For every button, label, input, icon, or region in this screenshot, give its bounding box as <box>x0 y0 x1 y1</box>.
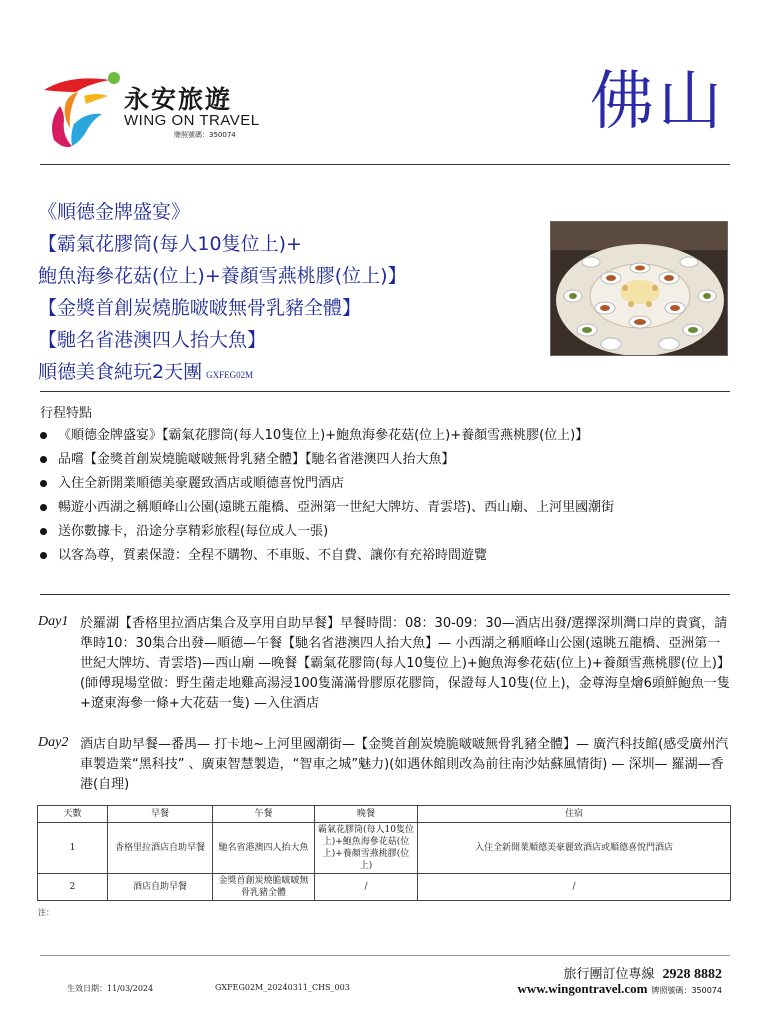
day-description: 酒店自助早餐—番禺— 打卡地~上河里國潮街—【金獎首創炭燒脆啵啵無骨乳豬全體】— 廣汽科技館(感受廣州汽車製造業“黑科技” 、廣東智慧製造，“智車之城”魅力)(如遇休館則改為前往南沙姑蘇風情街) — 深圳— 羅湖—香港(自理) <box>80 737 729 792</box>
footer-divider <box>40 955 730 956</box>
logo-english-name: WING ON TRAVEL <box>124 112 260 129</box>
bullet-icon <box>40 456 47 463</box>
bullet-icon <box>40 528 47 535</box>
feature-item: 品嚐【金獎首創炭燒脆啵啵無骨乳豬全體】【馳名省港澳四人抬大魚】 <box>40 450 730 470</box>
day-label: Day1 <box>38 614 69 629</box>
cell-breakfast: 酒店自助早餐 <box>108 874 213 901</box>
cell-dinner: 霸氣花膠筒(每人10隻位上)+鮑魚海參花菇(位上)+養顏雪燕桃膠(位上) <box>315 823 418 874</box>
title-line-4: 【金獎首創炭燒脆啵啵無骨乳豬全體】 <box>38 297 362 319</box>
col-header-lunch: 午餐 <box>213 806 315 823</box>
header-divider <box>40 164 730 165</box>
tour-code: GXFEG02M <box>206 370 254 380</box>
note-label: 注： <box>38 908 54 917</box>
col-header-day: 天數 <box>38 806 108 823</box>
title-line-3: 鮑魚海參花菇(位上)+養顏雪燕桃膠(位上)】 <box>38 265 407 287</box>
day-label: Day2 <box>38 735 69 750</box>
feature-item: 暢遊小西湖之稱順峰山公園(遠眺五龍橋、亞洲第一世紀大牌坊、青雲塔)、西山廟、上河里國潮街 <box>40 498 730 518</box>
cell-hotel: 入住全新開業順德美豪麗致酒店或順德喜悅門酒店 <box>418 823 731 874</box>
hotline-number: 2928 8882 <box>662 967 722 982</box>
cell-day: 2 <box>38 874 108 901</box>
bullet-icon <box>40 432 47 439</box>
col-header-breakfast: 早餐 <box>108 806 213 823</box>
booking-hotline <box>563 963 722 983</box>
page-header <box>40 66 730 162</box>
feature-item: 《順德金牌盛宴》【霸氣花膠筒(每人10隻位上)+鮑魚海參花菇(位上)+養顏雪燕桃膠(位上)】 <box>40 426 730 446</box>
title-line-5: 【馳名省港澳四人抬大魚】 <box>38 329 267 351</box>
logo-license: 牌照號碼：350074 <box>174 131 236 139</box>
hotline-label: 旅行團訂位專線 <box>563 967 655 982</box>
meal-hotel-table <box>37 805 731 901</box>
title-line-2: 【霸氣花膠筒(每人10隻位上)+ <box>38 233 302 255</box>
table-header-row <box>38 806 731 823</box>
feature-item: 送你數據卡，沿途分享精彩旅程(每位成人一張) <box>40 522 730 542</box>
effective-date: 生效日期：11/03/2024 <box>67 984 154 993</box>
title-line-1: 《順德金牌盛宴》 <box>38 201 191 223</box>
cell-breakfast: 香格里拉酒店自助早餐 <box>108 823 213 874</box>
cell-dinner: / <box>315 874 418 901</box>
title-divider <box>40 391 730 392</box>
table-row <box>38 874 731 901</box>
banquet-photo <box>550 221 728 356</box>
website-link[interactable]: www.wingontravel.com <box>517 981 648 996</box>
feature-item: 以客為尊，質素保證：全程不購物、不車販、不自費、讓你有充裕時間遊覽 <box>40 546 730 566</box>
col-header-hotel: 住宿 <box>418 806 731 823</box>
bullet-icon <box>40 504 47 511</box>
title-line-6 <box>38 356 538 391</box>
document-code: GXFEG02M_20240311_CHS_003 <box>215 983 350 992</box>
footer-license: 牌照號碼：350074 <box>651 986 722 995</box>
logo-chinese-name: 永安旅遊 <box>124 85 233 114</box>
logo-mark-icon <box>40 66 124 152</box>
feature-item: 入住全新開業順德美豪麗致酒店或順德喜悅門酒店 <box>40 474 730 494</box>
features-list <box>40 426 730 570</box>
cell-lunch: 金獎首創炭燒脆啵啵無骨乳豬全體 <box>213 874 315 901</box>
features-heading: 行程特點 <box>40 406 93 421</box>
banquet-table-image <box>551 222 728 356</box>
destination-city: 佛山 <box>590 65 726 139</box>
bullet-icon <box>40 480 47 487</box>
features-divider <box>40 594 730 595</box>
bullet-icon <box>40 552 47 559</box>
footer-website-line <box>517 981 722 997</box>
wing-on-travel-logo <box>40 66 280 156</box>
day-description: 於羅湖【香格里拉酒店集合及享用自助早餐】早餐時間：08：30-09：30—酒店出發/選擇深圳灣口岸的貴賓，請準時10：30集合出發—順德—午餐【馳名省港澳四人抬大魚】— 小西湖之稱順峰山公園(遠眺五龍橋、亞洲第一世紀大牌坊、青雲塔)—西山廟 —晚餐【霸氣花膠筒(每人10隻位上)+鮑魚海參花菇(位上)+養顏雪燕桃膠(位上)】(師傅現場堂做：野生菌走地雞高湯浸100隻滿滿骨膠原花膠筒，保證每人10隻(位上)，金尊海皇燴6頭鮮鮑魚一隻+遼東海參一條+大花菇一隻) —入住酒店 <box>80 616 730 711</box>
cell-lunch: 馳名省港澳四人抬大魚 <box>213 823 315 874</box>
col-header-dinner: 晚餐 <box>315 806 418 823</box>
tour-name: 順德美食純玩2天團 <box>38 361 203 383</box>
table-row <box>38 823 731 874</box>
cell-hotel: / <box>418 874 731 901</box>
cell-day: 1 <box>38 823 108 874</box>
tour-title-block <box>38 196 538 391</box>
